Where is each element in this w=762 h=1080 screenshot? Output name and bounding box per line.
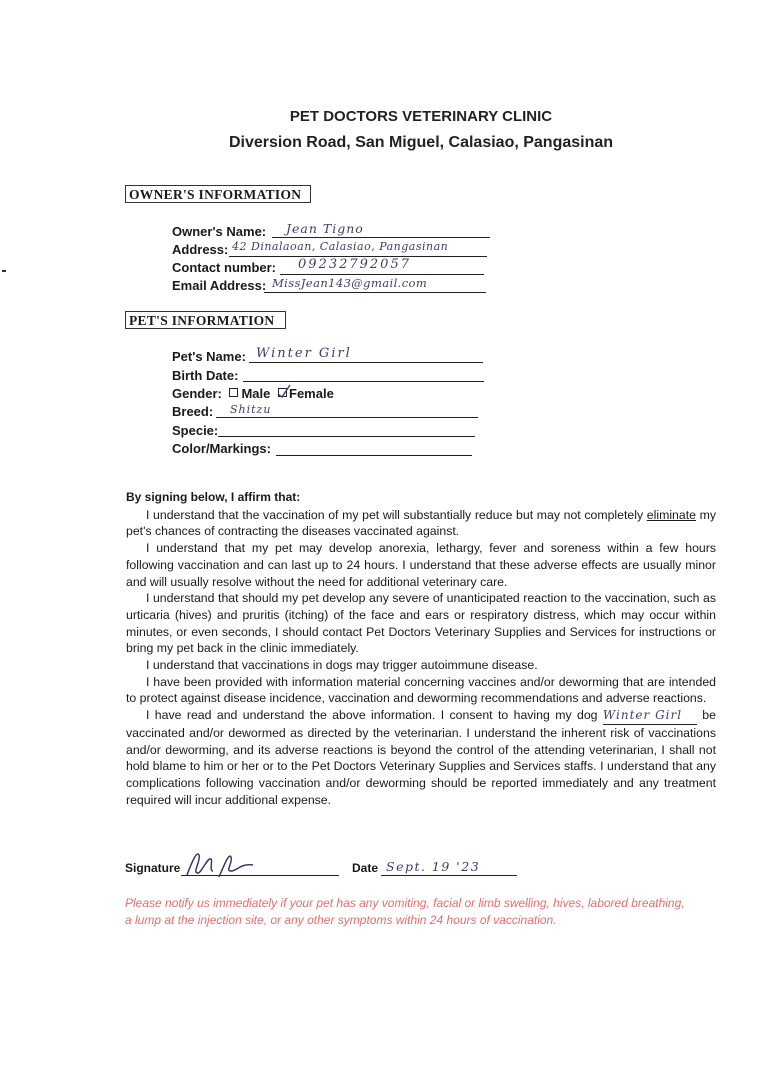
date-value[interactable]: Sept. 19 '23 — [386, 859, 481, 874]
color-markings-label: Color/Markings: — [172, 441, 271, 456]
consent-dog-name[interactable]: Winter Girl — [603, 707, 697, 725]
date-label: Date — [352, 861, 379, 875]
birth-date-label: Birth Date: — [172, 368, 239, 383]
pet-name-line — [249, 362, 483, 363]
agreement-paragraph-3: I understand that should my pet develop any severe of unanticipated reaction to the vaccination, such as urticaria (hives) and pruritis (itching) of the face and ears or respiratory distress, which may occur within minutes, or even seconds, I should contact Pet Doctors Veterinary Supplies and Services for instructions or bring my pet back in the clinic immediately. — [126, 591, 716, 656]
agreement-section — [126, 489, 716, 808]
date-line — [381, 875, 517, 876]
gender-row — [172, 386, 334, 401]
agreement-paragraph-2: I understand that my pet may develop anorexia, lethargy, fever and soreness within a few hours following vaccination and can last up to 24 hours. I understand that these adverse effects are usually minor and will usually resolve without the need for additional veterinary care. — [126, 541, 716, 589]
post-vaccination-notice: Please notify us immediately if your pet has any vomiting, facial or limb swelling, hives, labored breathing, a lump at the injection site, or any other symptoms within 24 hours of vaccination. — [125, 896, 685, 927]
email-line — [264, 292, 486, 293]
email-label: Email Address: — [172, 278, 267, 293]
agreement-paragraph-5: I have been provided with information material concerning vaccines and/or deworming that are intended to protect against disease incidence, vaccination and deworming recommendations and adverse reactions. — [126, 674, 716, 706]
p1-text-a: I understand that the vaccination of my pet will substantially reduce but may not completely — [146, 507, 644, 522]
pet-name-value[interactable]: Winter Girl — [256, 346, 352, 361]
contact-label: Contact number: — [172, 260, 276, 275]
scan-mark — [2, 270, 6, 272]
signature-scribble — [183, 849, 263, 881]
breed-label: Breed: — [172, 404, 214, 419]
gender-label: Gender: — [172, 386, 222, 401]
agreement-paragraph-4: I understand that vaccinations in dogs may trigger autoimmune disease. — [146, 658, 538, 673]
clinic-address: Diversion Road, San Miguel, Calasiao, Pangasinan — [228, 134, 614, 151]
agreement-paragraph-6 — [126, 707, 716, 808]
contact-value[interactable]: 09232792057 — [298, 257, 411, 272]
color-markings-line[interactable] — [276, 455, 472, 456]
breed-value[interactable]: Shitzu — [230, 403, 272, 416]
p1-underlined: eliminate — [646, 507, 696, 522]
signature-label: Signature — [125, 861, 181, 875]
address-label: Address: — [172, 242, 229, 257]
agreement-paragraph-1 — [126, 507, 716, 540]
female-label: Female — [289, 386, 334, 401]
breed-line — [216, 417, 478, 418]
p6-text-b: be vaccinated and/or dewormed as directed by the veterinarian. I understand the inherent risk of vaccinations and/or deworming, and its adverse reactions is beyond the control of the attending veterinarian, I shall not hold blame to him or her or to the Pet Doctors Veterinary Supplies and Services staffs. I understand that any complications following vaccination and/or deworming should be reported immediately and any treatment required will incur additional expense. — [126, 708, 716, 807]
pet-name-label: Pet's Name: — [172, 349, 246, 364]
owner-name-label: Owner's Name: — [172, 224, 267, 239]
address-value[interactable]: 42 Dinalaoan, Calasiao, Pangasinan — [232, 240, 449, 253]
agreement-intro: By signing below, I affirm that: — [126, 490, 301, 504]
checkmark-icon — [277, 385, 291, 399]
clinic-name: PET DOCTORS VETERINARY CLINIC — [289, 108, 553, 125]
male-label: Male — [241, 386, 271, 401]
pet-section-title: PET'S INFORMATION — [125, 311, 286, 329]
specie-line[interactable] — [218, 436, 475, 437]
owner-name-line — [272, 237, 490, 238]
contact-line — [280, 274, 484, 275]
male-checkbox[interactable] — [229, 388, 238, 397]
email-value[interactable]: MissJean143@gmail.com — [272, 276, 428, 290]
specie-label: Specie: — [172, 423, 219, 438]
owner-name-value[interactable]: Jean Tigno — [286, 221, 364, 236]
p6-text-a: I have read and understand the above information. I consent to having my dog — [146, 708, 603, 723]
birth-date-line[interactable] — [243, 381, 484, 382]
female-checkbox[interactable] — [278, 388, 287, 397]
p1-text-b: my pet's chances of contracting the diseases vaccinated against. — [126, 507, 717, 539]
owner-section-title: OWNER'S INFORMATION — [125, 185, 311, 203]
